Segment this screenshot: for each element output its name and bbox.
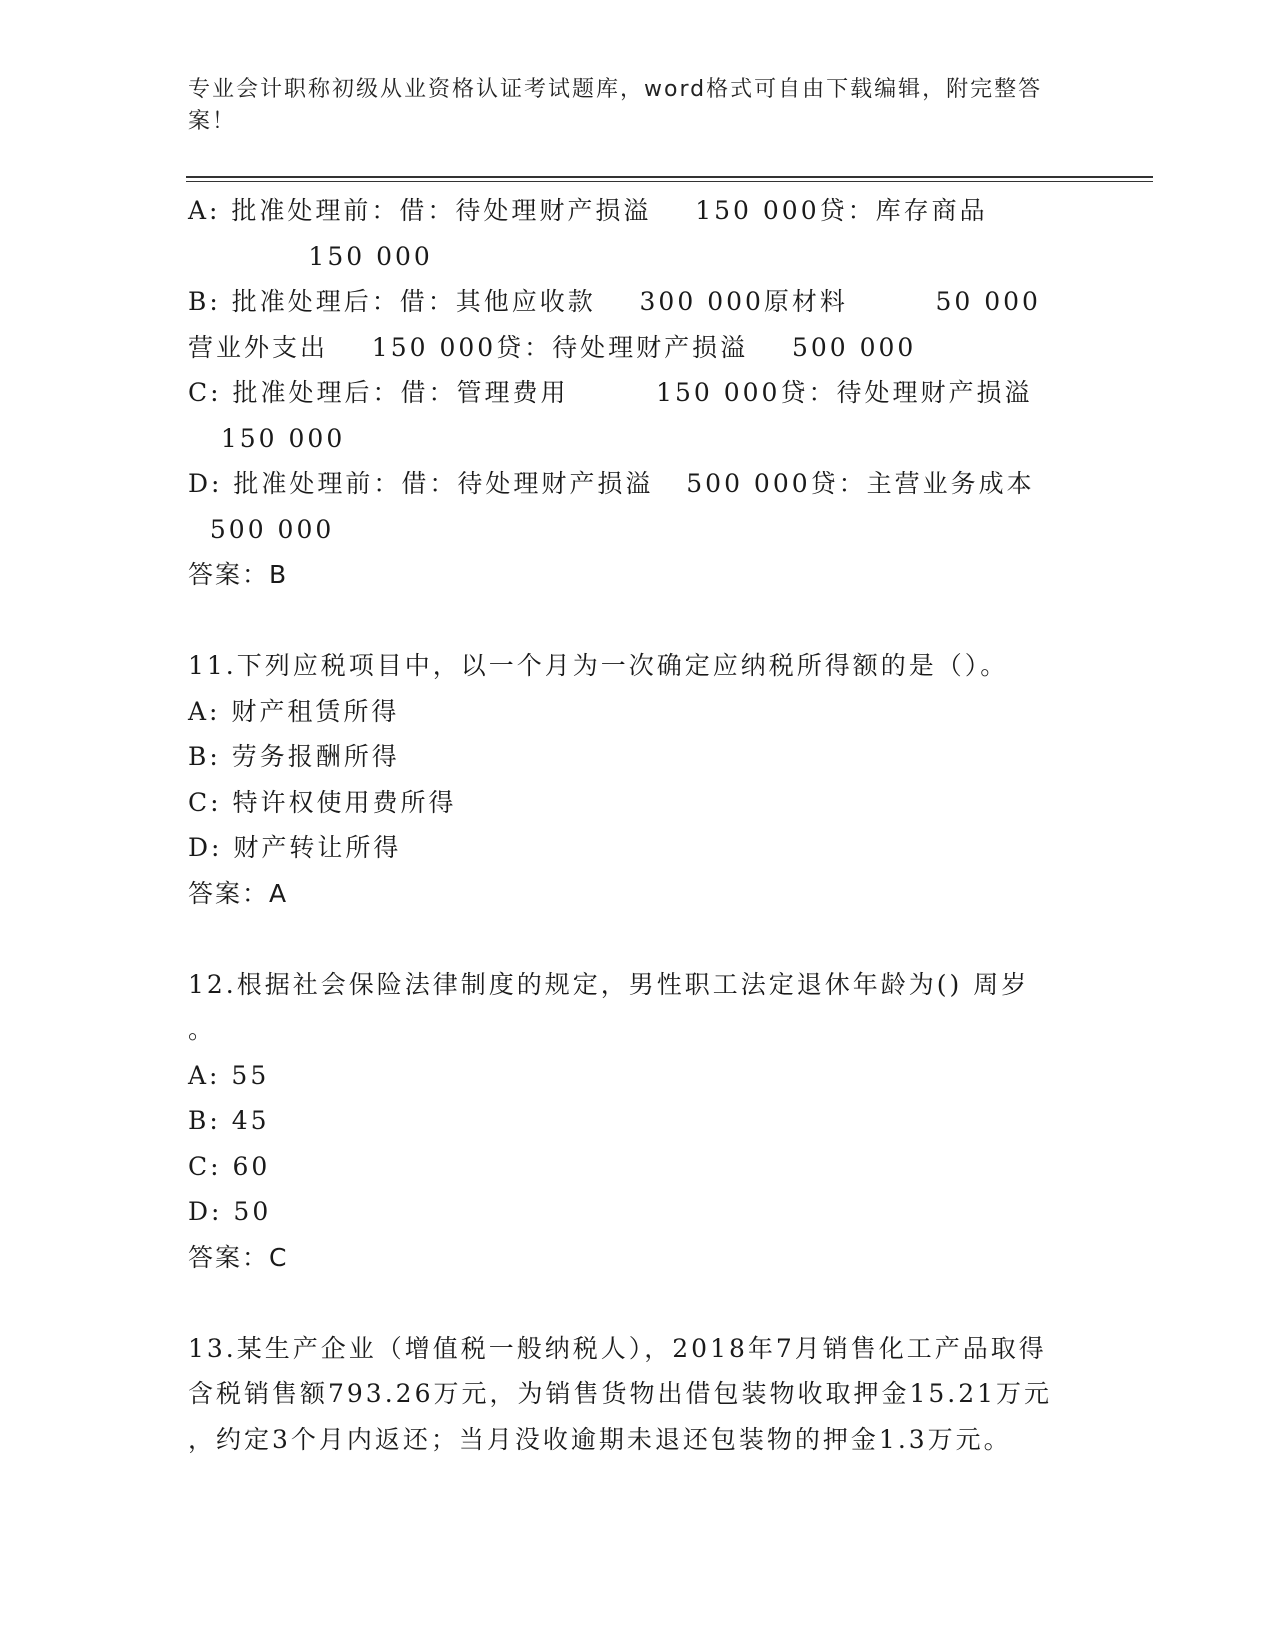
- question-11-option-a: A: 财产租赁所得: [188, 696, 400, 726]
- question-12-option-a: A: 55: [188, 1060, 270, 1090]
- option-a-line-2: 150 000: [188, 241, 433, 271]
- question-12: [188, 962, 1088, 1281]
- option-b-line-1: B: 批准处理后：借：其他应收款 300 000原材料 50 000: [188, 287, 1041, 316]
- header-line-1: 专业会计职称初级从业资格认证考试题库，word格式可自由下载编辑，附完整答: [188, 77, 1043, 102]
- question-12-stem-line-2: 。: [188, 1015, 217, 1044]
- option-d-line-2: 500 000: [188, 514, 335, 544]
- option-c-line-1: C: 批准处理后：借：管理费用 150 000贷：待处理财产损溢: [188, 378, 1033, 407]
- question-12-option-c: C: 60: [188, 1151, 271, 1181]
- spacer: [188, 916, 1088, 962]
- question-13-stem-line-2: 含税销售额793.26万元，为销售货物出借包装物收取押金15.21万元: [188, 1379, 1053, 1408]
- question-12-stem-line-1: 12.根据社会保险法律制度的规定，男性职工法定退休年龄为() 周岁: [188, 969, 1030, 999]
- header-divider-thin: [186, 181, 1153, 182]
- spacer: [188, 1280, 1088, 1326]
- page-header: [188, 74, 1068, 138]
- question-content: [188, 188, 1088, 1462]
- question-10-answer: 答案：B: [188, 560, 289, 589]
- header-divider-thick: [186, 176, 1153, 178]
- option-d-line-1: D: 批准处理前：借：待处理财产损溢 500 000贷：主营业务成本: [188, 469, 1035, 498]
- option-b-line-2: 营业外支出 150 000贷：待处理财产损溢 500 000: [188, 332, 917, 362]
- header-line-2: 案！: [188, 109, 237, 134]
- spacer: [188, 598, 1088, 644]
- question-11-option-d: D: 财产转让所得: [188, 833, 402, 862]
- question-11-option-b: B: 劳务报酬所得: [188, 742, 400, 771]
- question-13-stem-line-1: 13.某生产企业（增值税一般纳税人），2018年7月销售化工产品取得: [188, 1333, 1047, 1363]
- option-a-line-1: A: 批准处理前：借：待处理财产损溢 150 000贷：库存商品: [188, 196, 988, 225]
- question-13: [188, 1326, 1088, 1463]
- question-11-option-c: C: 特许权使用费所得: [188, 787, 457, 817]
- question-11: [188, 643, 1088, 916]
- question-13-stem-line-3: ，约定3个月内返还；当月没收逾期未退还包装物的押金1.3万元。: [188, 1424, 1012, 1454]
- question-12-option-b: B: 45: [188, 1106, 270, 1135]
- question-11-answer: 答案：A: [188, 878, 289, 908]
- question-11-stem: 11.下列应税项目中，以一个月为一次确定应纳税所得额的是（）。: [188, 651, 1009, 680]
- question-12-option-d: D: 50: [188, 1197, 272, 1226]
- option-c-line-2: 150 000: [188, 423, 346, 453]
- question-10-options: [188, 188, 1088, 598]
- question-12-answer: 答案：C: [188, 1242, 289, 1272]
